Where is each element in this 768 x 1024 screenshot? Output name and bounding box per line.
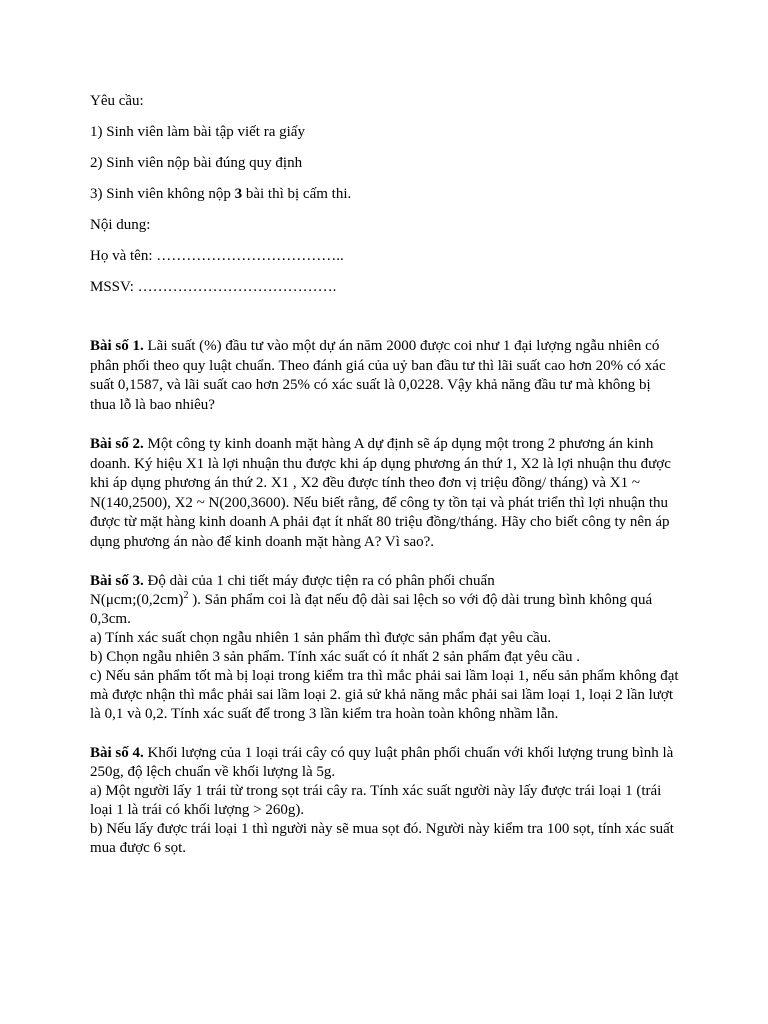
problem-3-formula-exponent: 2 bbox=[183, 590, 189, 601]
problem-4-label: Bài số 4. bbox=[90, 745, 144, 761]
problem-4-intro bbox=[90, 744, 680, 782]
problem-1-text: Lãi suất (%) đầu tư vào một dự án năm 2000 được coi như 1 đại lượng ngẫu nhiên có phân phối theo quy luật chuẩn. Theo đánh giá của uỷ ban đầu tư thì lãi suất cao hơn 20% có xác suất 0,1587, và lãi suất cao hơn 25% có xác suất là 0,0228. Vậy khả năng đầu tư mà không bị thua lỗ là bao nhiêu? bbox=[90, 338, 666, 413]
problem-4-part-a: a) Một người lấy 1 trái từ trong sọt trái cây ra. Tính xác suất người này lấy được trái loại 1 (trái loại 1 là trái có khối lượng > 260g). bbox=[90, 783, 662, 818]
problem-2-label: Bài số 2. bbox=[90, 436, 144, 452]
content-title: Nội dung: bbox=[90, 217, 151, 233]
problem-3-formula-pre: N(μcm;(0,2cm) bbox=[90, 592, 184, 608]
problem-2-text: Một công ty kinh doanh mặt hàng A dự định sẽ áp dụng một trong 2 phương án kinh doanh. Ký hiệu X1 là lợi nhuận thu được khi áp dụng phương án thứ 1, X2 là lợi nhuận thu được khi áp dụng phương án thứ 2. X1 , X2 đều được tính theo đơn vị triệu đồng/ tháng) và X1 ~ N(140,2500), X2 ~ N(200,3600). Nếu biết rằng, để công ty tồn tại và phát triển thì lợi nhuận thu được từ mặt hàng kinh doanh A phải đạt ít nhất 80 triệu đồng/tháng. Hãy cho biết công ty nên áp dụng phương án nào để kinh doanh mặt hàng A? Vì sao?. bbox=[90, 436, 671, 550]
problem-2 bbox=[90, 435, 680, 552]
requirement-3-bold: 3 bbox=[234, 186, 243, 202]
problem-4 bbox=[90, 744, 680, 858]
problem-3-part-a: a) Tính xác suất chọn ngẫu nhiên 1 sản phẩm thì được sản phẩm đạt yêu cầu. bbox=[90, 630, 552, 646]
document-page bbox=[90, 92, 680, 878]
problem-4-part-b: b) Nếu lấy được trái loại 1 thì người này sẽ mua sọt đó. Người này kiểm tra 100 sọt, tính xác suất mua được 6 sọt. bbox=[90, 821, 674, 856]
requirement-2: 2) Sinh viên nộp bài đúng quy định bbox=[90, 155, 303, 171]
problem-3-text: Độ dài của 1 chi tiết máy được tiện ra có phân phối chuẩn bbox=[143, 573, 495, 589]
name-field: Họ và tên: ……………………………….. bbox=[90, 248, 344, 264]
requirements-title: Yêu cầu: bbox=[90, 93, 144, 109]
requirement-1: 1) Sinh viên làm bài tập viết ra giấy bbox=[90, 124, 305, 140]
requirement-3-post: bài thì bị cấm thi. bbox=[242, 186, 352, 202]
student-id-field: MSSV: …………………………………. bbox=[90, 279, 337, 295]
problem-3-part-b: b) Chọn ngẫu nhiên 3 sản phẩm. Tính xác suất có ít nhất 2 sản phẩm đạt yêu cầu . bbox=[90, 649, 581, 665]
problem-1-label: Bài số 1. bbox=[90, 338, 144, 354]
problem-3-formula bbox=[90, 591, 680, 629]
problem-3-part-c: c) Nếu sản phẩm tốt mà bị loại trong kiểm tra thì mắc phải sai lầm loại 1, nếu sản phẩm không đạt mà được nhận thì mắc phải sai lầm loại 2. giả sử khả năng mắc phải sai lầm loại 1, loại 2 lần lượt là 0,1 và 0,2. Tính xác suất để trong 3 lần kiểm tra hoàn toàn không nhầm lẫn. bbox=[90, 668, 679, 722]
requirement-3 bbox=[90, 185, 680, 204]
problem-3-formula-post: ). Sản phẩm coi là đạt nếu độ dài sai lệch so với độ dài trung bình không quá 0,3cm. bbox=[90, 592, 653, 627]
problem-1 bbox=[90, 337, 680, 415]
problem-4-text: Khối lượng của 1 loại trái cây có quy luật phân phối chuẩn với khối lượng trung bình là 250g, độ lệch chuẩn về khối lượng là 5g. bbox=[90, 745, 674, 780]
problem-3-intro bbox=[90, 572, 680, 591]
problem-3 bbox=[90, 572, 680, 724]
requirement-3-pre: 3) Sinh viên không nộp bbox=[90, 186, 235, 202]
problem-3-label: Bài số 3. bbox=[90, 573, 144, 589]
